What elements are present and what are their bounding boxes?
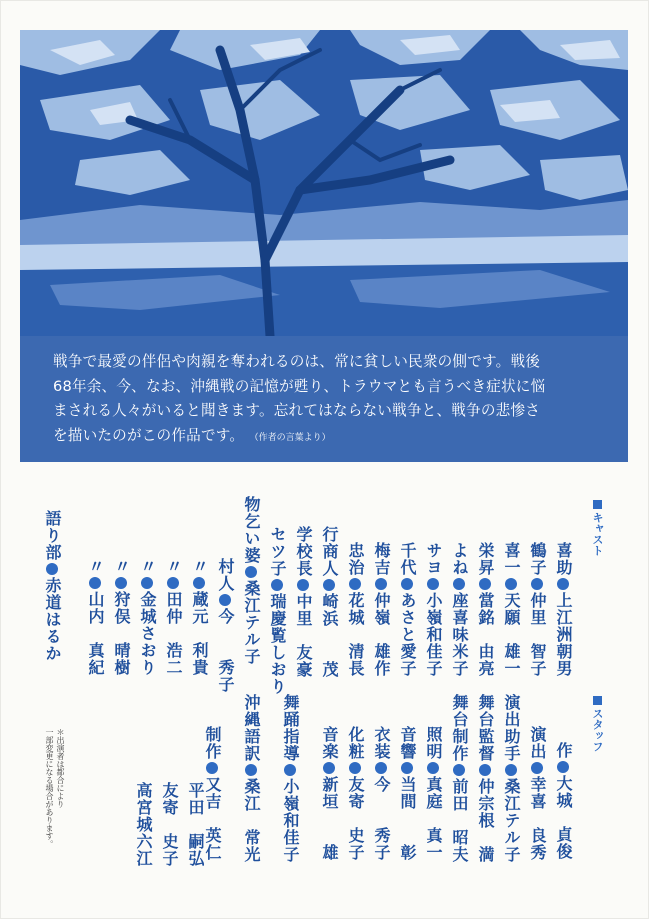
- cast-name: 田仲 浩二: [164, 591, 183, 676]
- staff-role: 演出助手: [502, 694, 521, 762]
- cast-entry: [269, 526, 285, 695]
- bullet-dot-icon: [323, 579, 335, 591]
- cast-entry: [555, 542, 571, 677]
- bullet-dot-icon: [531, 762, 543, 774]
- cast-role: 学校長: [294, 526, 313, 577]
- bullet-dot-icon: [271, 579, 283, 591]
- staff-role: 音楽: [320, 726, 339, 760]
- bullet-dot-icon: [375, 578, 387, 590]
- bullet-dot-icon: [479, 578, 491, 590]
- cast-name: 上江洲朝男: [554, 592, 573, 677]
- cast-entry: [243, 496, 259, 665]
- cast-role: 〃: [112, 558, 131, 575]
- square-bullet-icon: [593, 696, 602, 705]
- cast-role: 栄昇: [476, 542, 495, 576]
- cast-entry: [451, 542, 467, 677]
- staff-entry: [282, 694, 298, 863]
- staff-name: 高宮城六江: [134, 782, 153, 867]
- cast-name: あさと愛子: [398, 592, 417, 677]
- square-bullet-icon: [593, 500, 602, 509]
- staff-entry: [243, 694, 259, 863]
- cast-name: 中里 友豪: [294, 593, 313, 678]
- bullet-dot-icon: [167, 577, 179, 589]
- bullet-dot-icon: [46, 563, 58, 575]
- cast-name: 天願 雄一: [502, 592, 521, 677]
- bullet-dot-icon: [193, 577, 205, 589]
- intro-line: 68年余、今、なお、沖縄戦の記憶が甦り、トラウマとも言うべき症状に悩: [53, 377, 546, 395]
- cast-name: 小嶺和佳子: [424, 592, 443, 677]
- staff-heading: [592, 696, 603, 752]
- staff-entry: [451, 694, 467, 863]
- staff-entry: [399, 726, 415, 861]
- cast-name: 今 秀子: [216, 608, 235, 693]
- staff-name: 真庭 真一: [424, 776, 443, 861]
- staff-entry: [187, 782, 203, 867]
- cast-role: 〃: [86, 558, 105, 575]
- staff-name: 幸喜 良秀: [528, 776, 547, 861]
- staff-name: 又吉 英仁: [203, 776, 222, 861]
- footnote-line: ＊出演者は都合により: [56, 728, 65, 808]
- bullet-dot-icon: [115, 577, 127, 589]
- footnote: [44, 728, 66, 848]
- staff-entry: [373, 726, 389, 861]
- cast-entry: [139, 558, 155, 676]
- bullet-dot-icon: [557, 578, 569, 590]
- staff-name: 小嶺和佳子: [281, 778, 300, 863]
- cast-entry: [191, 558, 207, 676]
- staff-role: 衣装: [372, 726, 391, 760]
- staff-heading-text: スタッフ: [591, 708, 604, 752]
- staff-entry: [529, 726, 545, 861]
- staff-name: 仲宗根 満: [476, 778, 495, 863]
- cast-role: サヨ: [424, 542, 443, 576]
- staff-entry: [204, 726, 220, 861]
- staff-role: 作: [554, 742, 573, 759]
- cast-name: 仲嶺 雄作: [372, 592, 391, 677]
- author-note: （作者の言葉より）: [254, 432, 331, 443]
- bullet-dot-icon: [323, 762, 335, 774]
- bullet-dot-icon: [479, 764, 491, 776]
- bullet-dot-icon: [245, 764, 257, 776]
- bullet-dot-icon: [375, 762, 387, 774]
- cast-entry: [347, 542, 363, 677]
- cast-entry: [425, 542, 441, 677]
- cast-entry: [165, 558, 181, 676]
- intro-line-text: を描いたのがこの作品です。: [53, 426, 245, 444]
- bullet-dot-icon: [427, 762, 439, 774]
- intro-line: 戦争で最愛の伴侶や肉親を奪われるのは、常に貧しい民衆の側です。戦後: [53, 353, 541, 370]
- cast-entry: [477, 542, 493, 677]
- staff-name: 桑江テル子: [502, 778, 521, 863]
- staff-role: 演出: [528, 726, 547, 760]
- bullet-dot-icon: [349, 578, 361, 590]
- staff-name: 桑江 常光: [242, 778, 261, 863]
- cast-entry: [321, 526, 337, 678]
- bullet-dot-icon: [401, 762, 413, 774]
- staff-name: 当間 彰: [398, 776, 417, 861]
- cast-name: 狩俣 晴樹: [112, 591, 131, 676]
- staff-role: 沖縄語訳: [242, 694, 261, 762]
- staff-entry: [477, 694, 493, 863]
- cast-entry: [113, 558, 129, 676]
- staff-role: 舞台制作: [450, 694, 469, 762]
- bullet-dot-icon: [557, 761, 569, 773]
- staff-role: 舞台監督: [476, 694, 495, 762]
- cast-role: よね: [450, 542, 469, 576]
- bullet-dot-icon: [453, 764, 465, 776]
- cast-role: 千代: [398, 542, 417, 576]
- cast-role: 喜助: [554, 542, 573, 576]
- bullet-dot-icon: [89, 577, 101, 589]
- cast-role: 鶴子: [528, 542, 547, 576]
- bullet-dot-icon: [297, 579, 309, 591]
- cast-name: 蔵元 利貴: [190, 591, 209, 676]
- staff-name: 平田 嗣弘: [186, 782, 205, 867]
- cast-role: 語り部: [43, 510, 62, 561]
- intro-line: まされる人々がいると聞きます。忘れてはならない戦争と、戦争の悲惨さ: [53, 402, 541, 419]
- cast-role: 物乞い婆: [242, 496, 261, 564]
- cast-role: 村人: [216, 558, 235, 592]
- bullet-dot-icon: [349, 762, 361, 774]
- cast-name: 崎浜 茂: [320, 593, 339, 678]
- staff-name: 友寄 史子: [346, 776, 365, 861]
- bullet-dot-icon: [401, 578, 413, 590]
- cast-role: 忠治: [346, 542, 365, 576]
- cast-entry: [295, 526, 311, 678]
- bullet-dot-icon: [453, 578, 465, 590]
- cast-name: 赤道はるか: [43, 577, 62, 662]
- staff-entry: [347, 726, 363, 861]
- cast-role: セツ子: [268, 526, 287, 577]
- cast-role: 喜一: [502, 542, 521, 576]
- staff-role: 音響: [398, 726, 417, 760]
- footnote-line: 一部変更になる場合があります。: [45, 728, 54, 848]
- cast-role: 〃: [164, 558, 183, 575]
- cast-name: 當銘 由亮: [476, 592, 495, 677]
- cast-name: 花城 清長: [346, 592, 365, 677]
- bullet-dot-icon: [141, 577, 153, 589]
- bullet-dot-icon: [505, 764, 517, 776]
- cast-role: 行商人: [320, 526, 339, 577]
- staff-name: 新垣 雄: [320, 776, 339, 861]
- cast-heading: [592, 500, 603, 556]
- staff-name: 友寄 史子: [160, 782, 179, 867]
- bullet-dot-icon: [219, 594, 231, 606]
- staff-entry: [161, 782, 177, 867]
- cast-entry: [373, 542, 389, 677]
- staff-name: 前田 昭夫: [450, 778, 469, 863]
- staff-entry: [135, 782, 151, 867]
- cast-heading-text: キャスト: [591, 512, 604, 556]
- bullet-dot-icon: [245, 566, 257, 578]
- staff-role: 制作: [203, 726, 222, 760]
- staff-entry: [425, 726, 441, 861]
- cast-role: 〃: [138, 558, 157, 575]
- staff-entry: [321, 726, 337, 861]
- bullet-dot-icon: [531, 578, 543, 590]
- staff-name: 今 秀子: [372, 776, 391, 861]
- bullet-dot-icon: [505, 578, 517, 590]
- cast-name: 金城さおり: [138, 591, 157, 676]
- cast-role: 〃: [190, 558, 209, 575]
- staff-entry: [503, 694, 519, 863]
- bullet-dot-icon: [284, 764, 296, 776]
- cast-role: 梅吉: [372, 542, 391, 576]
- staff-role: 舞踊指導: [281, 694, 300, 762]
- cast-name: 仲里 智子: [528, 592, 547, 677]
- bullet-dot-icon: [206, 762, 218, 774]
- cast-name: 桑江テル子: [242, 580, 261, 665]
- cast-entry: [529, 542, 545, 677]
- staff-role: 照明: [424, 726, 443, 760]
- staff-role: 化粧: [346, 726, 365, 760]
- cast-entry: [44, 510, 60, 662]
- staff-name: 大城 貞俊: [554, 775, 573, 860]
- cast-entry: [217, 558, 233, 693]
- cast-name: 山内 真紀: [86, 591, 105, 676]
- staff-entry: [555, 742, 571, 860]
- cast-name: 瑞慶覧しおり: [268, 593, 287, 695]
- cast-entry: [399, 542, 415, 677]
- bullet-dot-icon: [427, 578, 439, 590]
- cast-entry: [503, 542, 519, 677]
- cast-name: 座喜味米子: [450, 592, 469, 677]
- cast-entry: [87, 558, 103, 676]
